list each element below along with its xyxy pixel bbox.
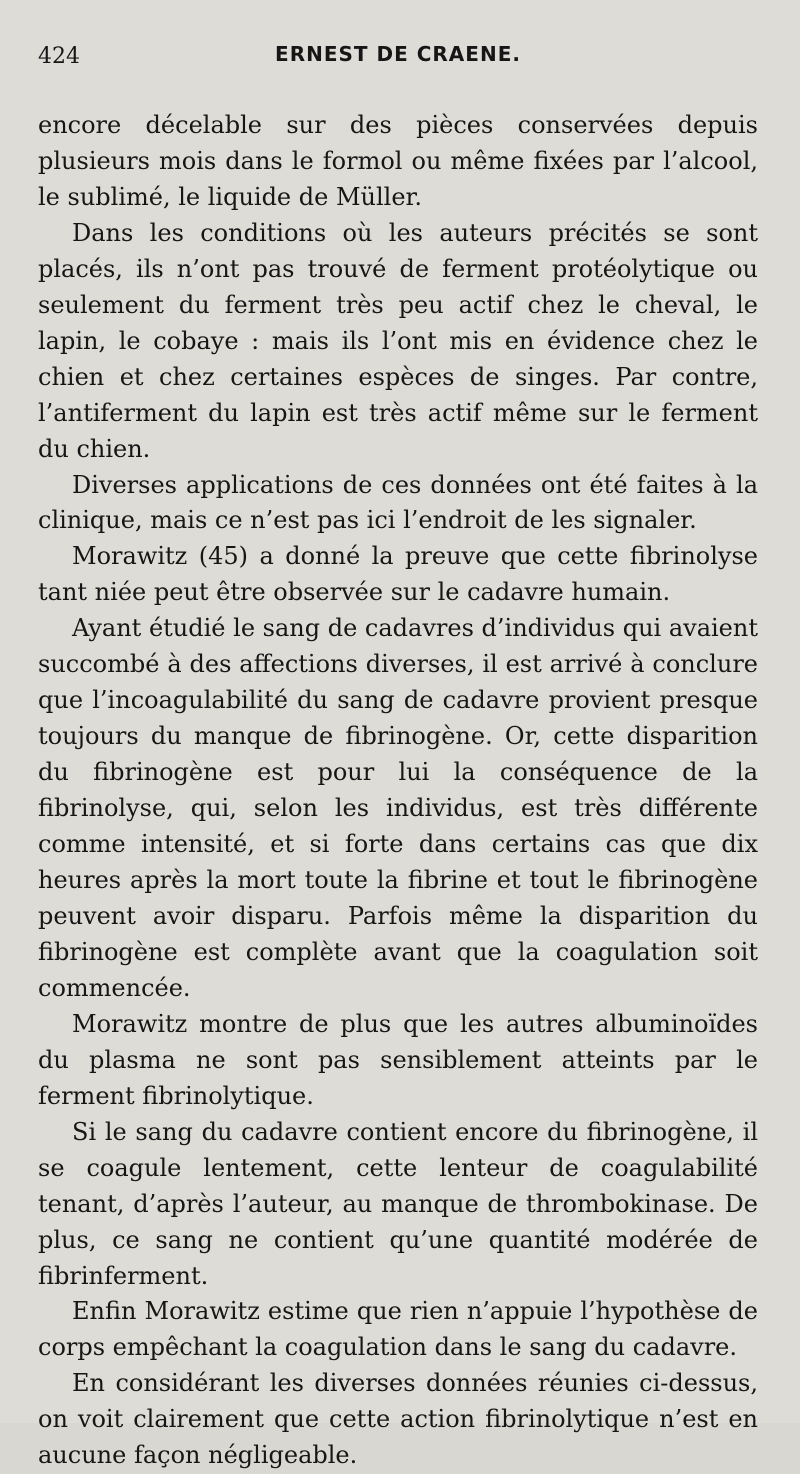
paragraph-fibrinogen: Ayant étudié le sang de cadavres d’individus qui avaient succombé à des affections diverses, il est arrivé à conclure que l’incoagulabilité du sang de cadavre provient presque toujours du manque de fibrinogène. Or, cette disparition du fibrinogène est pour lui la conséquence de la fibrinolyse, qui, selon les individus, est très différente comme intensité, et si forte dans certains cas que dix heures après la mort toute la fibrine et tout le fibrinogène peuvent avoir disparu. Parfois même la disparition du fibrinogène est complète avant que la coagulation soit commencée. (38, 614, 758, 1002)
page-number: 424 (38, 44, 80, 69)
paragraph-conditions: Dans les conditions où les auteurs précités se sont placés, ils n’ont pas trouvé de ferment protéolytique ou seulement du ferment très peu actif chez le cheval, le lapin, le cobaye : mais ils l’ont mis en évidence chez le chien et chez certaines espèces de singes. Par contre, l’antiferment du lapin est très actif même sur le ferment du chien. (38, 218, 758, 463)
running-title: ERNEST DE CRAENE. (275, 42, 521, 66)
paragraph-continuation: encore décelable sur des pièces conservées depuis plusieurs mois dans le formol ou même fixées par l’alcool, le sublimé, le liquide de Müller. (38, 111, 758, 211)
paragraph-hypothesis: Enfin Morawitz estime que rien n’appuie l’hypothèse de corps empêchant la coagulation dans le sang du cadavre. (38, 1297, 758, 1362)
body-text (38, 108, 758, 1474)
paragraph-albuminoids: Morawitz montre de plus que les autres albuminoïdes du plasma ne sont pas sensiblement atteints par le ferment fibrinolytique. (38, 1009, 758, 1110)
paragraph-clinical-applications: Diverses applications de ces données ont été faites à la clinique, mais ce n’est pas ici l’endroit de les signaler. (38, 470, 758, 535)
paragraph-thrombokinase: Si le sang du cadavre contient encore du fibrinogène, il se coagule lentement, cette lenteur de coagulabilité tenant, d’après l’auteur, au manque de thrombokinase. De plus, ce sang ne contient qu’une quantité modérée de fibrinferment. (38, 1117, 758, 1290)
running-head (38, 32, 758, 72)
paragraph-conclusion: En considérant les diverses données réunies ci-dessus, on voit clairement que cette action fibrinolytique n’est en aucune façon négligeable. (38, 1369, 758, 1470)
paragraph-morawitz-proof: Morawitz (45) a donné la preuve que cette fibrinolyse tant niée peut être observée sur le cadavre humain. (38, 542, 758, 607)
